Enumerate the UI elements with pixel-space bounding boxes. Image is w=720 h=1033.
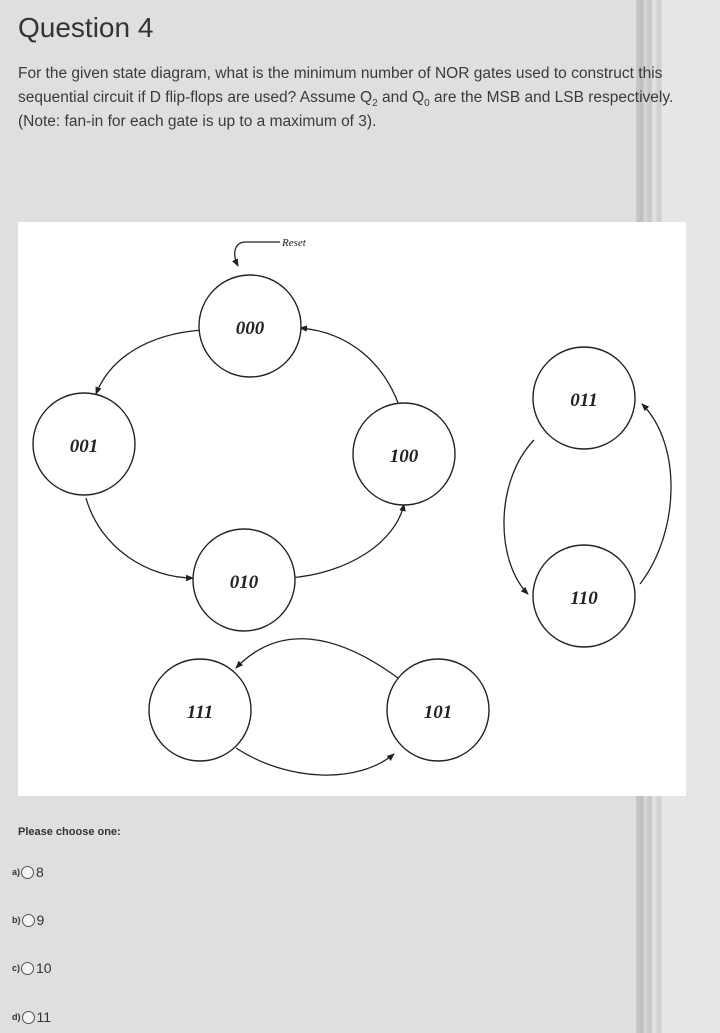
question-text-part-2: and Q xyxy=(377,89,425,106)
state-001 xyxy=(33,393,135,495)
question-text-part-3: are the MSB and LSB respectively. (Note: fan-in for each gate is up to a maximum of 3). xyxy=(18,89,674,130)
state-011 xyxy=(533,347,635,449)
state-diagram-svg xyxy=(18,222,686,796)
transition-111-to-101 xyxy=(236,748,394,775)
state-101-label: 101 xyxy=(423,702,453,723)
option-b[interactable] xyxy=(12,910,44,930)
option-a-radio[interactable] xyxy=(21,866,34,879)
option-c[interactable] xyxy=(12,958,52,978)
choose-prompt: Please choose one: xyxy=(18,826,121,838)
transition-010-to-100 xyxy=(288,504,404,578)
option-b-radio[interactable] xyxy=(22,914,35,927)
state-000 xyxy=(199,275,301,377)
option-d-radio[interactable] xyxy=(22,1011,35,1024)
transition-001-to-010 xyxy=(86,498,193,578)
transition-011-to-110 xyxy=(504,440,534,594)
state-111 xyxy=(149,659,251,761)
state-101 xyxy=(387,659,489,761)
question-text-part-1: For the given state diagram, what is the minimum number of NOR gates used to construct this sequential circuit if D flip-flops are used? Assume Q xyxy=(18,65,663,106)
transition-100-to-000 xyxy=(300,328,402,414)
option-b-value: 9 xyxy=(36,912,45,928)
option-a-value: 8 xyxy=(36,864,44,880)
state-110-label: 110 xyxy=(570,588,598,609)
transition-110-to-011 xyxy=(640,404,671,584)
reset-label: Reset xyxy=(282,237,306,249)
q0-subscript: 0 xyxy=(424,98,430,110)
option-a-letter: a) xyxy=(12,867,21,877)
state-100-label: 100 xyxy=(389,446,419,467)
option-d[interactable] xyxy=(12,1007,51,1027)
state-111-label: 111 xyxy=(186,702,214,723)
option-d-letter: d) xyxy=(12,1012,21,1022)
transition-000-to-001 xyxy=(96,330,202,394)
option-a[interactable] xyxy=(12,862,44,882)
q2-subscript: 2 xyxy=(372,98,378,110)
option-c-letter: c) xyxy=(12,963,21,973)
state-010-label: 010 xyxy=(229,572,259,593)
option-b-letter: b) xyxy=(12,915,21,925)
state-000-label: 000 xyxy=(235,318,265,339)
option-c-radio[interactable] xyxy=(21,962,34,975)
option-c-value: 10 xyxy=(36,960,52,976)
state-010 xyxy=(193,529,295,631)
state-110 xyxy=(533,545,635,647)
option-d-value: 11 xyxy=(36,1009,52,1025)
question-text xyxy=(18,62,698,134)
reset-arrow xyxy=(235,242,280,266)
state-100 xyxy=(353,403,455,505)
state-diagram xyxy=(18,222,686,796)
state-001-label: 001 xyxy=(69,436,99,457)
state-011-label: 011 xyxy=(570,390,598,411)
question-title: Question 4 xyxy=(18,12,154,43)
transition-101-to-111 xyxy=(236,639,398,678)
